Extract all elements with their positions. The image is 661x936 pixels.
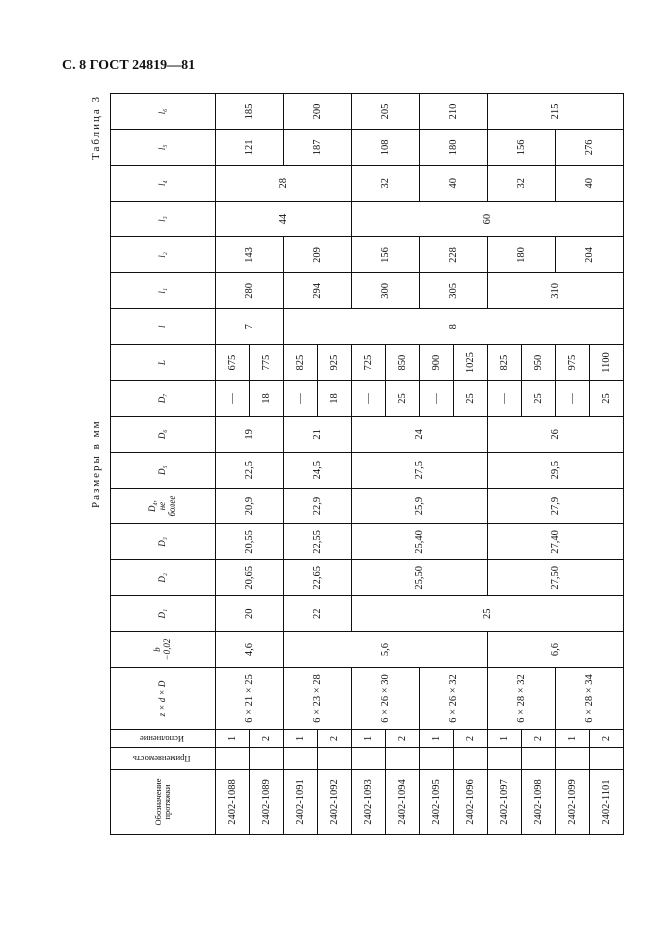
table-cell: 205 xyxy=(352,94,420,130)
column-header-line: l₄ xyxy=(157,180,168,187)
table-cell: 40 xyxy=(420,165,488,201)
table-cell: 156 xyxy=(488,129,556,165)
table-cell: 276 xyxy=(556,129,624,165)
table-cell: 25 xyxy=(522,381,556,417)
table-cell: 1 xyxy=(216,730,250,748)
table-cell: 2 xyxy=(386,730,420,748)
table-cell: — xyxy=(488,381,522,417)
table-cell xyxy=(318,748,352,770)
column-header-line: не xyxy=(157,501,168,511)
table-cell: 200 xyxy=(284,94,352,130)
column-header xyxy=(111,345,216,381)
table-cell: 2402-1088 xyxy=(216,770,250,835)
table-cell: 6 × 21 × 25 xyxy=(216,668,284,730)
table-cell: 1 xyxy=(488,730,522,748)
column-header-line: D₂ xyxy=(157,573,168,583)
column-header xyxy=(111,165,216,201)
table-cell xyxy=(352,748,386,770)
column-header xyxy=(111,596,216,632)
table-cell: 6 × 28 × 34 xyxy=(556,668,624,730)
column-header xyxy=(111,524,216,560)
table-cell: 1 xyxy=(420,730,454,748)
table-cell: 20,65 xyxy=(216,560,284,596)
table-cell: 27,5 xyxy=(352,452,488,488)
table-cell: 44 xyxy=(216,201,352,237)
table-cell: 20,55 xyxy=(216,524,284,560)
table-cell: 25 xyxy=(386,381,420,417)
table-cell: 1 xyxy=(352,730,386,748)
column-header xyxy=(111,632,216,668)
table-cell: 2402-1091 xyxy=(284,770,318,835)
column-header xyxy=(111,201,216,237)
column-header-line: l₃ xyxy=(157,216,168,222)
table-cell: 180 xyxy=(420,129,488,165)
table-cell xyxy=(454,748,488,770)
units-label: Размеры в мм xyxy=(90,419,102,508)
column-header xyxy=(111,730,216,748)
table-cell: 29,5 xyxy=(488,452,624,488)
table-cell: 22,9 xyxy=(284,488,352,524)
table-cell: 22,55 xyxy=(284,524,352,560)
table-cell: 850 xyxy=(386,345,420,381)
column-header-line: −0,02 xyxy=(162,638,172,661)
table-cell: 19 xyxy=(216,416,284,452)
table-cell: 22 xyxy=(284,596,352,632)
table-cell: 32 xyxy=(488,165,556,201)
table-cell: 6 × 23 × 28 xyxy=(284,668,352,730)
table-cell: 6,6 xyxy=(488,632,624,668)
table-cell: 950 xyxy=(522,345,556,381)
table-cell: 22,65 xyxy=(284,560,352,596)
table-cell: 2402-1092 xyxy=(318,770,352,835)
table-cell: 180 xyxy=(488,237,556,273)
table-cell xyxy=(420,748,454,770)
table-cell: 121 xyxy=(216,129,284,165)
column-header-line: D₁ xyxy=(157,608,168,619)
column-header xyxy=(111,770,216,835)
table-cell: 187 xyxy=(284,129,352,165)
table-cell: 5,6 xyxy=(284,632,488,668)
table-cell: 228 xyxy=(420,237,488,273)
table-cell: — xyxy=(352,381,386,417)
column-header-line: D₆ xyxy=(157,429,168,440)
table-cell: — xyxy=(420,381,454,417)
table-cell: 2402-1101 xyxy=(590,770,624,835)
table-cell: 1 xyxy=(556,730,590,748)
table-cell: 21 xyxy=(284,416,352,452)
table-cell: 2 xyxy=(318,730,352,748)
table-cell: 27,9 xyxy=(488,488,624,524)
table-row xyxy=(216,94,250,835)
table-cell: 2402-1097 xyxy=(488,770,522,835)
column-header-line: D₅ xyxy=(157,465,168,476)
column-header xyxy=(111,416,216,452)
table-cell: 825 xyxy=(488,345,522,381)
column-header-line: l₁ xyxy=(157,288,168,294)
column-header-line: D₇ xyxy=(157,393,168,404)
table-cell: 975 xyxy=(556,345,590,381)
table-cell: 20 xyxy=(216,596,284,632)
table-cell: 300 xyxy=(352,273,420,309)
table-cell: 60 xyxy=(352,201,624,237)
table-cell: 28 xyxy=(216,165,352,201)
table-cell: 2402-1093 xyxy=(352,770,386,835)
table-cell: 25,40 xyxy=(352,524,488,560)
table-cell: 775 xyxy=(250,345,284,381)
table-cell xyxy=(522,748,556,770)
table-cell: 2 xyxy=(522,730,556,748)
table-cell: 25 xyxy=(352,596,624,632)
table-cell: 27,50 xyxy=(488,560,624,596)
column-header-line: протяжки xyxy=(162,784,172,820)
table-cell: 143 xyxy=(216,237,284,273)
column-header xyxy=(111,488,216,524)
table-cell xyxy=(284,748,318,770)
column-header-line: l xyxy=(157,325,168,328)
table-cell: 675 xyxy=(216,345,250,381)
column-header-line: z × d × D xyxy=(157,680,168,717)
column-header xyxy=(111,237,216,273)
table-cell: 22,5 xyxy=(216,452,284,488)
column-header xyxy=(111,94,216,130)
table-cell xyxy=(590,748,624,770)
table-cell: 25,9 xyxy=(352,488,488,524)
table-label: Таблица 3 xyxy=(90,94,102,160)
table-cell: 2 xyxy=(250,730,284,748)
table-row xyxy=(352,94,386,835)
table-cell: 825 xyxy=(284,345,318,381)
table-cell: 6 × 26 × 30 xyxy=(352,668,420,730)
table-cell: 25 xyxy=(590,381,624,417)
table-cell: 18 xyxy=(318,381,352,417)
column-header-line: l₂ xyxy=(157,252,168,258)
table-cell: 925 xyxy=(318,345,352,381)
column-header xyxy=(111,748,216,770)
table-cell: 310 xyxy=(488,273,624,309)
table-cell: 2402-1096 xyxy=(454,770,488,835)
table-cell: 210 xyxy=(420,94,488,130)
column-header-line: L xyxy=(157,360,168,366)
broach-table xyxy=(110,93,624,835)
table-cell: 156 xyxy=(352,237,420,273)
table-cell: 32 xyxy=(352,165,420,201)
column-header xyxy=(111,381,216,417)
table-cell: — xyxy=(556,381,590,417)
table-cell: 25 xyxy=(454,381,488,417)
column-header xyxy=(111,273,216,309)
table-cell xyxy=(488,748,522,770)
table-cell: 4,6 xyxy=(216,632,284,668)
table-cell: 25,50 xyxy=(352,560,488,596)
table-cell: 40 xyxy=(556,165,624,201)
table-cell: 6 × 28 × 32 xyxy=(488,668,556,730)
table-cell: 26 xyxy=(488,416,624,452)
table-cell xyxy=(216,748,250,770)
column-header xyxy=(111,129,216,165)
table-cell xyxy=(386,748,420,770)
table-cell: 1025 xyxy=(454,345,488,381)
column-header xyxy=(111,560,216,596)
table-cell: 2402-1098 xyxy=(522,770,556,835)
table-cell: 280 xyxy=(216,273,284,309)
table-cell: 900 xyxy=(420,345,454,381)
table-cell: 24 xyxy=(352,416,488,452)
table-cell: 2402-1095 xyxy=(420,770,454,835)
column-header-line: Исполнение xyxy=(139,734,185,745)
table-cell: 725 xyxy=(352,345,386,381)
table-cell: 204 xyxy=(556,237,624,273)
table-cell: 24,5 xyxy=(284,452,352,488)
table-cell: 18 xyxy=(250,381,284,417)
page-title: С. 8 ГОСТ 24819—81 xyxy=(62,58,196,73)
header-row xyxy=(111,94,216,835)
column-header xyxy=(111,452,216,488)
table-cell: 305 xyxy=(420,273,488,309)
table-cell: 20,9 xyxy=(216,488,284,524)
table-cell: 2 xyxy=(590,730,624,748)
table-cell: 215 xyxy=(488,94,624,130)
column-header-line: l₆ xyxy=(157,108,168,115)
table-cell: 1100 xyxy=(590,345,624,381)
column-header xyxy=(111,668,216,730)
table-cell: 2402-1089 xyxy=(250,770,284,835)
column-header-line: Применяемость xyxy=(133,754,191,765)
dimensions-table xyxy=(110,93,615,835)
column-header-line: D₃ xyxy=(157,537,168,547)
table-cell: 27,40 xyxy=(488,524,624,560)
table-cell: 2402-1094 xyxy=(386,770,420,835)
column-header-line: D₄, xyxy=(147,500,158,513)
column-header xyxy=(111,309,216,345)
column-header-line: b xyxy=(152,647,163,652)
table-cell: — xyxy=(284,381,318,417)
table-cell xyxy=(556,748,590,770)
table-cell: 1 xyxy=(284,730,318,748)
column-header-line: более xyxy=(166,495,177,517)
column-header-line: Обозначение xyxy=(152,778,163,826)
table-cell: 7 xyxy=(216,309,284,345)
table-cell: 108 xyxy=(352,129,420,165)
table-cell: 8 xyxy=(284,309,624,345)
table-cell: 6 × 26 × 32 xyxy=(420,668,488,730)
column-header-line: l₅ xyxy=(157,144,168,151)
table-cell: 185 xyxy=(216,94,284,130)
table-cell: — xyxy=(216,381,250,417)
table-cell: 294 xyxy=(284,273,352,309)
table-cell xyxy=(250,748,284,770)
table-cell: 2 xyxy=(454,730,488,748)
table-cell: 209 xyxy=(284,237,352,273)
table-cell: 2402-1099 xyxy=(556,770,590,835)
